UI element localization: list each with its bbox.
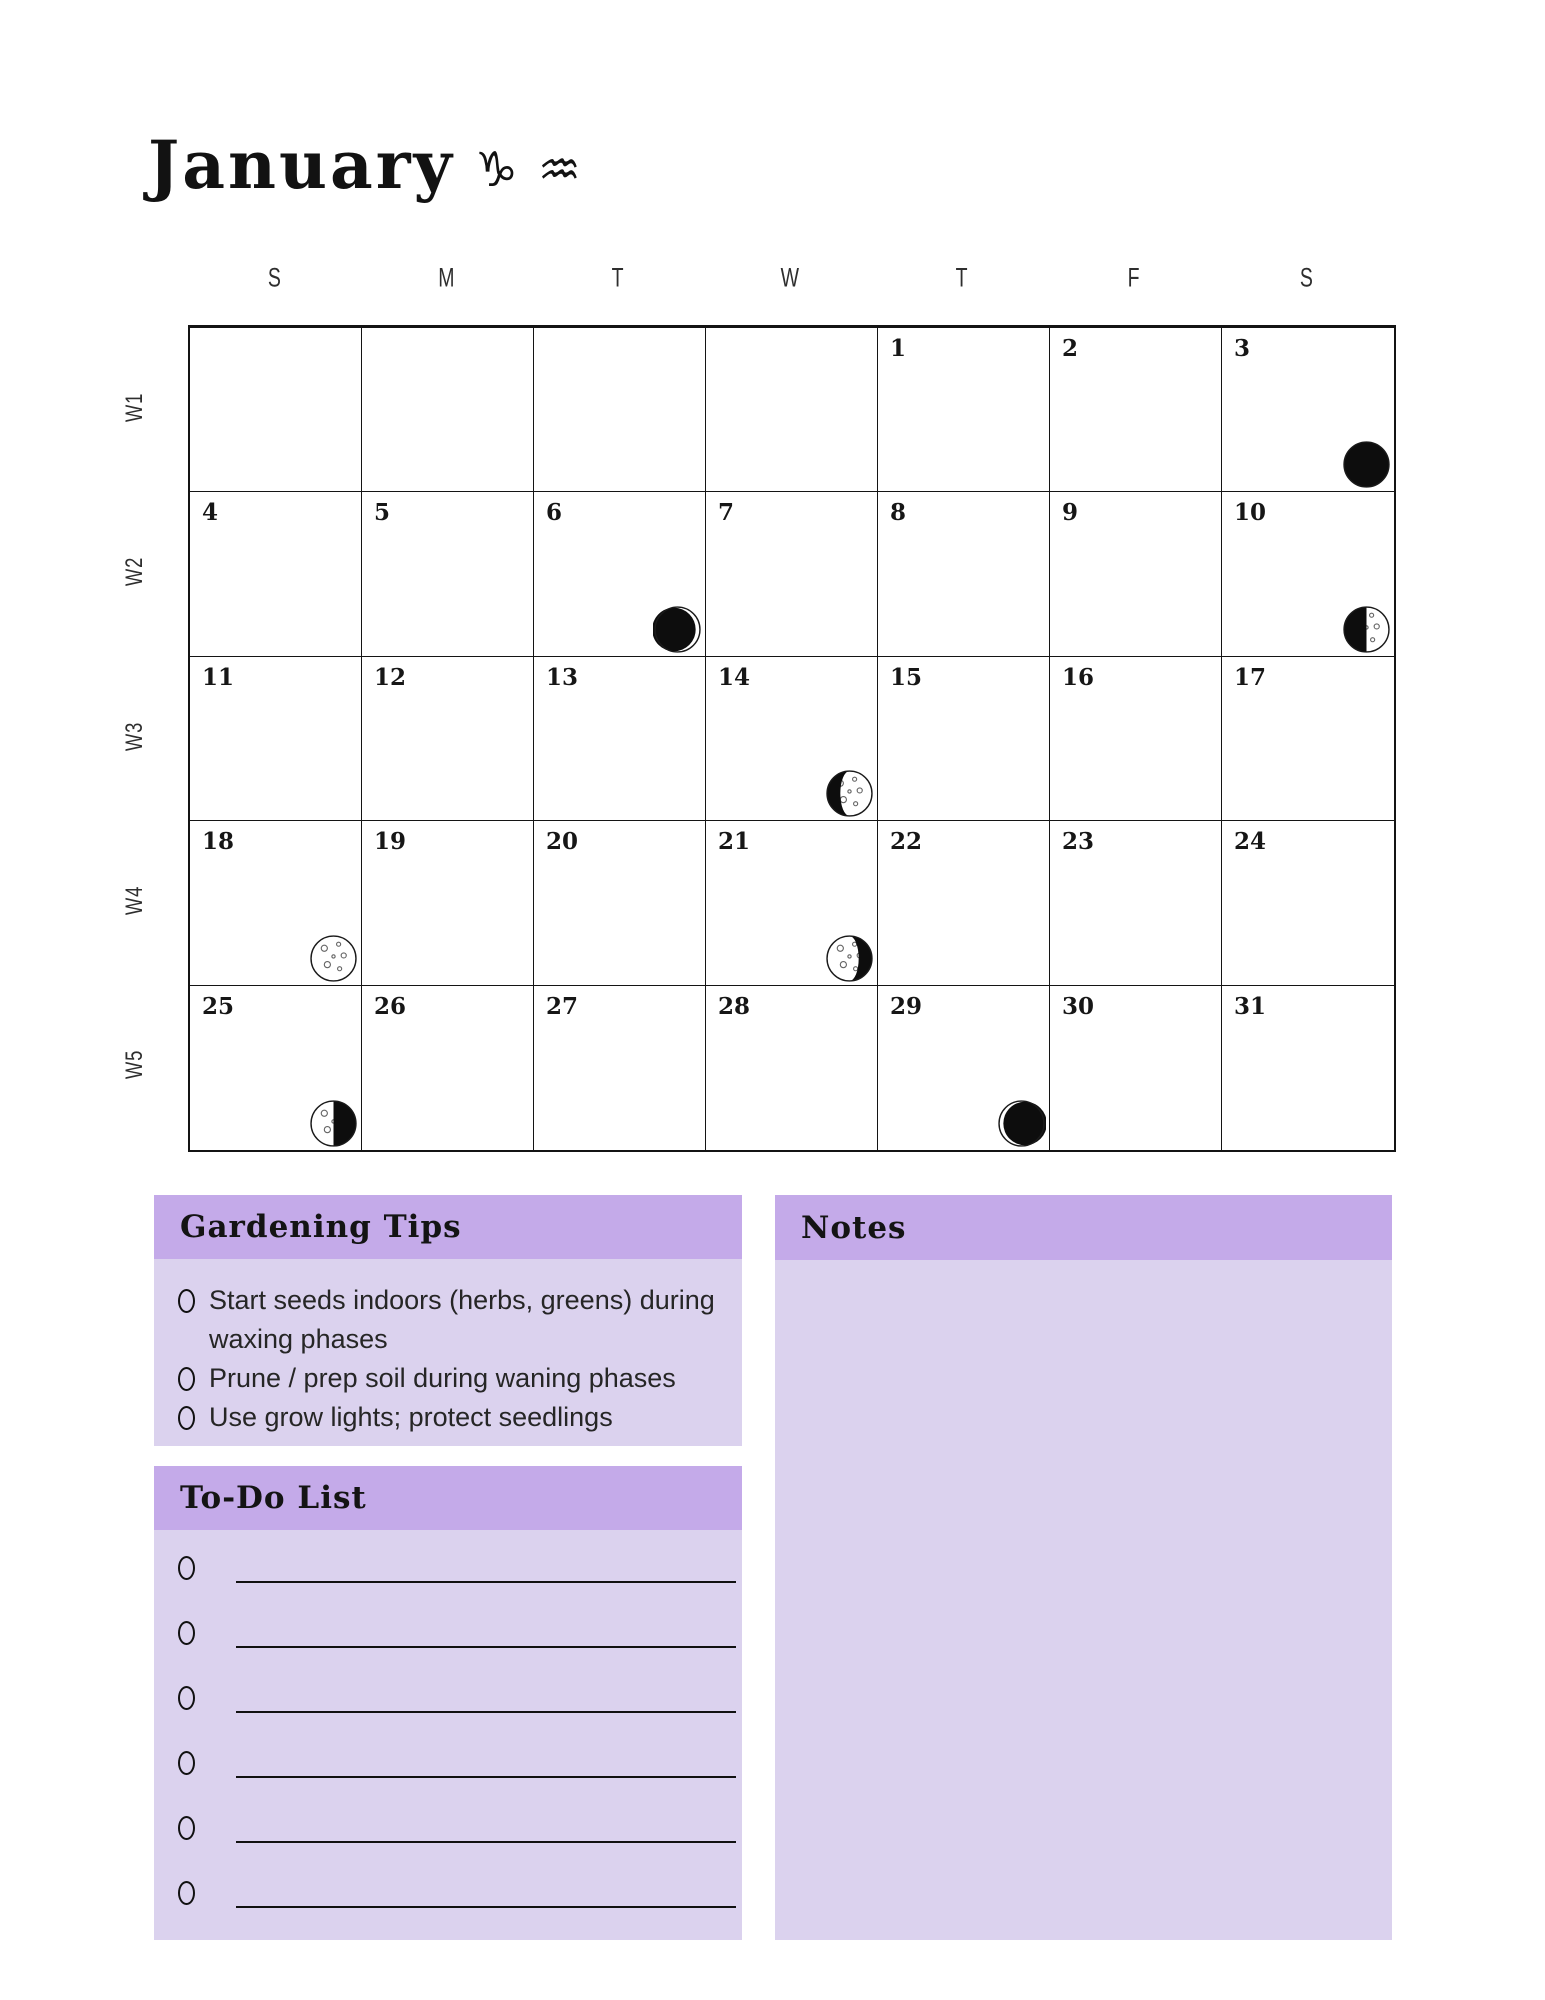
date-number: 19 — [374, 828, 407, 856]
calendar-cell-day-21 — [706, 821, 878, 985]
capricorn-icon: ♑ — [474, 142, 518, 198]
day-header-5: F — [1128, 262, 1140, 293]
calendar-cell-day-11 — [190, 657, 362, 821]
moon-waxing-gibbous-icon — [825, 769, 874, 818]
date-number: 16 — [1062, 663, 1095, 691]
notes-header — [775, 1195, 1392, 1260]
day-header-6: S — [1299, 262, 1313, 293]
calendar-cell-empty — [190, 328, 362, 492]
calendar-cell-day-18 — [190, 821, 362, 985]
circle-bullet-icon — [178, 1406, 195, 1430]
calendar-cell-day-13 — [534, 657, 706, 821]
moon-full-moon-icon — [309, 934, 358, 983]
calendar-cell-day-10 — [1222, 492, 1394, 656]
week-label-w4: W4 — [119, 885, 148, 916]
date-number: 9 — [1062, 499, 1079, 527]
todo-blank-line — [236, 1906, 736, 1908]
gardening-tip-item — [172, 1281, 724, 1359]
date-number: 13 — [546, 663, 579, 691]
moon-waning-crescent-icon — [997, 1099, 1046, 1148]
aquarius-icon: ♒ — [537, 142, 581, 198]
calendar-grid — [188, 325, 1396, 1152]
date-number: 5 — [374, 499, 391, 527]
day-of-week-header — [188, 255, 1392, 301]
calendar-cell-empty — [362, 328, 534, 492]
calendar-cell-day-25 — [190, 986, 362, 1150]
date-number: 18 — [202, 828, 235, 856]
gardening-tips-header — [154, 1195, 742, 1259]
date-number: 11 — [202, 663, 235, 691]
circle-bullet-icon — [178, 1751, 195, 1775]
gardening-tips-panel — [154, 1195, 742, 1446]
todo-header — [154, 1466, 742, 1530]
calendar-cell-day-3 — [1222, 328, 1394, 492]
todo-blank-line — [236, 1711, 736, 1713]
moon-waxing-crescent-icon — [653, 605, 702, 654]
week-label-w1: W1 — [119, 392, 148, 422]
todo-row — [154, 1538, 742, 1603]
todo-row — [154, 1863, 742, 1928]
moon-new-moon-icon — [1342, 440, 1391, 489]
gardening-tips-body — [154, 1259, 742, 1446]
calendar-cell-day-4 — [190, 492, 362, 656]
todo-row — [154, 1603, 742, 1668]
calendar-cell-day-1 — [878, 328, 1050, 492]
calendar-cell-empty — [534, 328, 706, 492]
todo-blank-line — [236, 1646, 736, 1648]
calendar-cell-day-31 — [1222, 986, 1394, 1150]
day-header-4: T — [956, 262, 968, 293]
moon-first-quarter-icon — [1342, 605, 1391, 654]
date-number: 22 — [890, 828, 923, 856]
circle-bullet-icon — [178, 1816, 195, 1840]
gardening-tips-title: Gardening Tips — [180, 1209, 462, 1245]
calendar-cell-day-22 — [878, 821, 1050, 985]
notes-body — [775, 1260, 1392, 1940]
calendar-cell-day-7 — [706, 492, 878, 656]
date-number: 15 — [890, 663, 923, 691]
date-number: 29 — [890, 992, 923, 1020]
notes-panel — [775, 1195, 1392, 1940]
notes-title: Notes — [801, 1209, 907, 1246]
calendar-cell-day-6 — [534, 492, 706, 656]
calendar-cell-day-30 — [1050, 986, 1222, 1150]
calendar-cell-day-26 — [362, 986, 534, 1150]
date-number: 21 — [718, 828, 751, 856]
date-number: 17 — [1234, 663, 1267, 691]
calendar-cell-day-2 — [1050, 328, 1222, 492]
date-number: 6 — [546, 499, 563, 527]
circle-bullet-icon — [178, 1881, 195, 1905]
circle-bullet-icon — [178, 1556, 195, 1580]
week-label-w3: W3 — [119, 721, 148, 751]
calendar-cell-day-15 — [878, 657, 1050, 821]
calendar-cell-day-8 — [878, 492, 1050, 656]
todo-blank-line — [236, 1581, 736, 1583]
calendar-cell-day-17 — [1222, 657, 1394, 821]
gardening-tip-text: Start seeds indoors (herbs, greens) during waxing phases — [209, 1285, 715, 1354]
date-number: 14 — [718, 663, 751, 691]
page-title-row — [148, 126, 581, 204]
calendar-cell-day-24 — [1222, 821, 1394, 985]
circle-bullet-icon — [178, 1289, 195, 1313]
day-header-2: T — [612, 262, 624, 293]
date-number: 25 — [202, 992, 235, 1020]
todo-body — [154, 1530, 742, 1940]
date-number: 30 — [1062, 992, 1095, 1020]
date-number: 28 — [718, 992, 751, 1020]
day-header-3: W — [780, 262, 800, 293]
date-number: 31 — [1234, 992, 1267, 1020]
date-number: 23 — [1062, 828, 1095, 856]
date-number: 20 — [546, 828, 579, 856]
calendar-cell-day-23 — [1050, 821, 1222, 985]
calendar-cell-day-20 — [534, 821, 706, 985]
gardening-tips-list — [154, 1259, 742, 1437]
calendar-cell-day-9 — [1050, 492, 1222, 656]
gardening-tip-text: Use grow lights; protect seedlings — [209, 1402, 613, 1432]
date-number: 10 — [1234, 499, 1267, 527]
date-number: 1 — [890, 335, 907, 362]
date-number: 2 — [1062, 335, 1079, 362]
gardening-tip-item — [172, 1359, 724, 1398]
date-number: 3 — [1234, 335, 1251, 362]
calendar-cell-day-28 — [706, 986, 878, 1150]
week-label-w5: W5 — [119, 1050, 148, 1080]
page-title: January — [148, 126, 455, 204]
date-number: 24 — [1234, 828, 1267, 856]
day-header-1: M — [437, 262, 455, 293]
todo-blank-line — [236, 1776, 736, 1778]
moon-waning-gibbous-icon — [825, 934, 874, 983]
circle-bullet-icon — [178, 1686, 195, 1710]
todo-panel — [154, 1466, 742, 1940]
todo-row — [154, 1668, 742, 1733]
moon-last-quarter-icon — [309, 1099, 358, 1148]
todo-row — [154, 1733, 742, 1798]
calendar-cell-day-29 — [878, 986, 1050, 1150]
calendar-cell-day-16 — [1050, 657, 1222, 821]
date-number: 27 — [546, 992, 579, 1020]
todo-row — [154, 1798, 742, 1863]
calendar-cell-empty — [706, 328, 878, 492]
todo-blank-line — [236, 1841, 736, 1843]
calendar-cell-day-5 — [362, 492, 534, 656]
gardening-tip-item — [172, 1398, 724, 1437]
calendar-cell-day-14 — [706, 657, 878, 821]
todo-title: To-Do List — [180, 1480, 367, 1516]
week-label-w2: W2 — [119, 557, 148, 587]
calendar-cell-day-19 — [362, 821, 534, 985]
calendar-cell-day-27 — [534, 986, 706, 1150]
date-number: 26 — [374, 992, 407, 1020]
circle-bullet-icon — [178, 1367, 195, 1391]
circle-bullet-icon — [178, 1621, 195, 1645]
date-number: 4 — [202, 499, 219, 527]
gardening-tip-text: Prune / prep soil during waning phases — [209, 1363, 676, 1393]
week-labels — [112, 325, 156, 1147]
calendar-cell-day-12 — [362, 657, 534, 821]
date-number: 7 — [718, 499, 735, 527]
date-number: 12 — [374, 663, 407, 691]
day-header-0: S — [267, 262, 281, 293]
date-number: 8 — [890, 499, 907, 527]
